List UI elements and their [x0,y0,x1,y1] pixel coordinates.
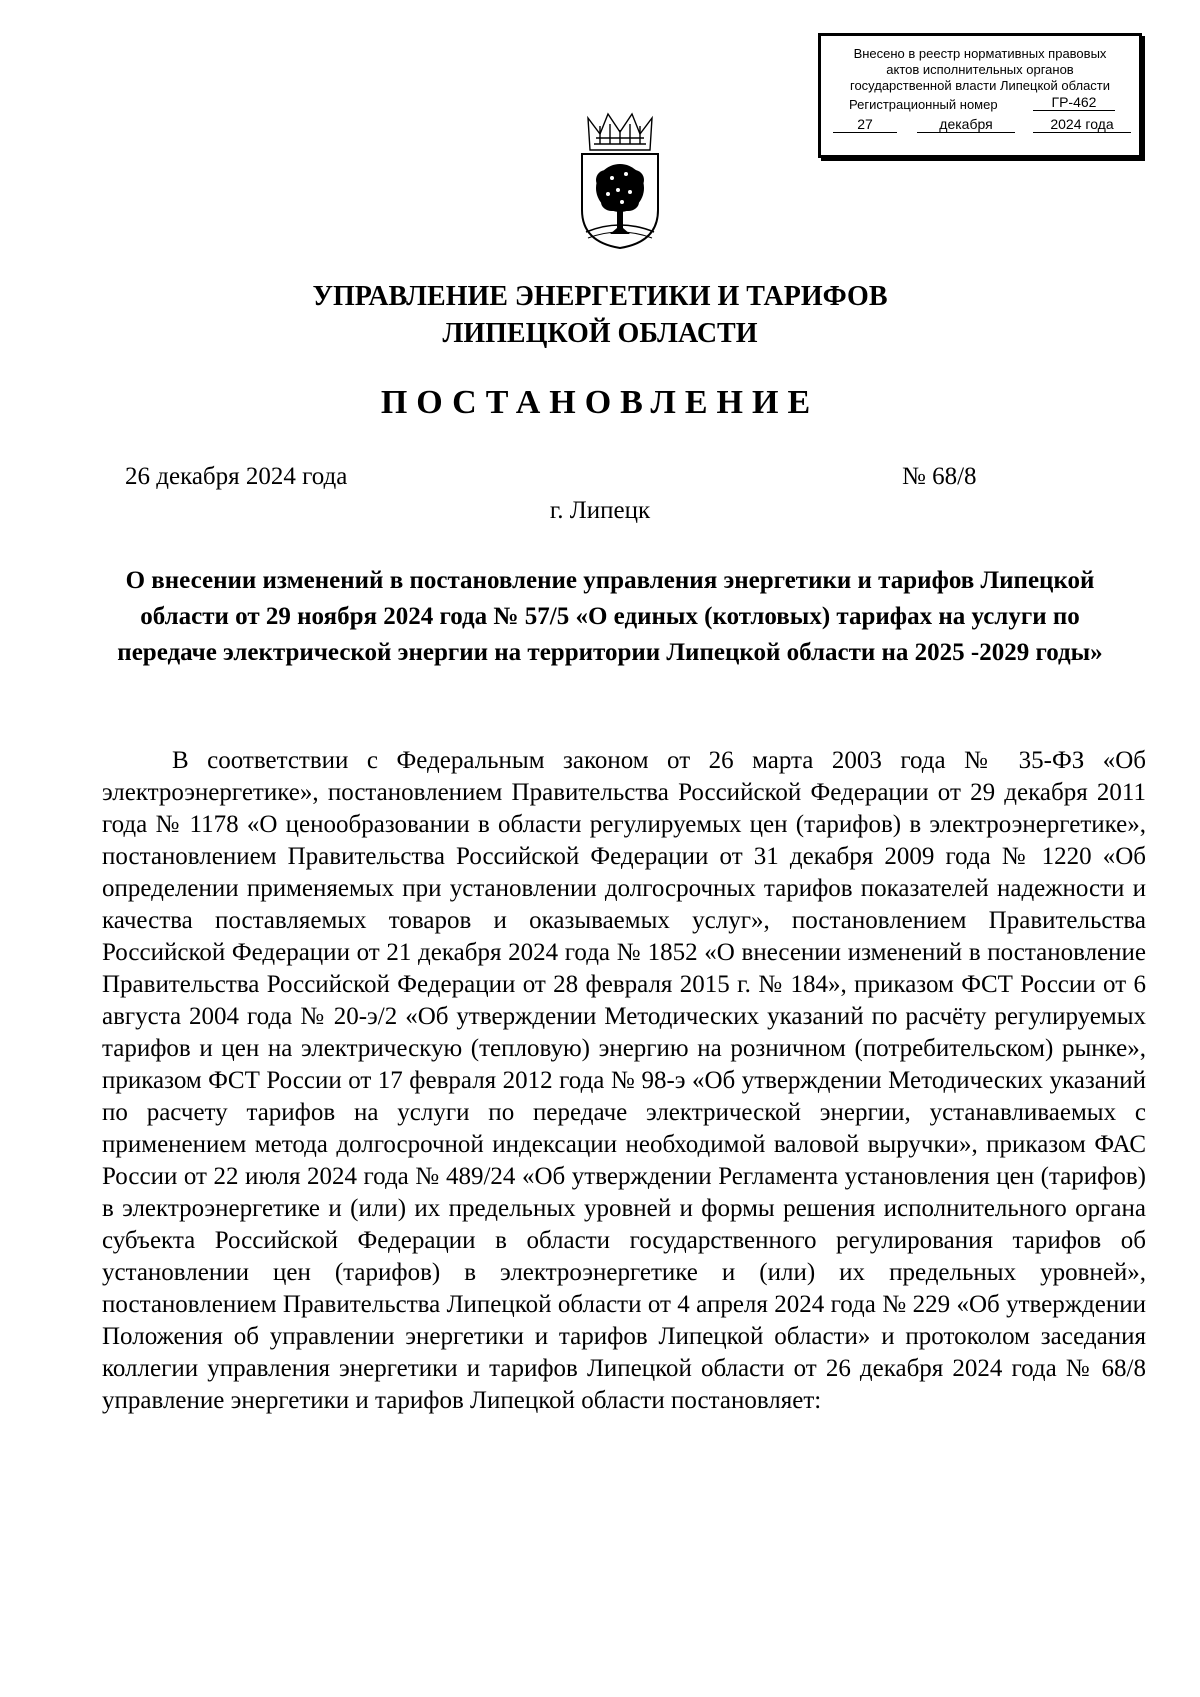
stamp-line-2: актов исполнительных органов [886,62,1074,77]
stamp-month: декабря [917,116,1015,133]
stamp-reg-row [821,94,1139,116]
organization-name [0,278,1200,352]
coat-of-arms-emblem [570,110,670,250]
document-type: ПОСТАНОВЛЕНИЕ [380,384,820,421]
stamp-date-row [821,116,1139,136]
stamp-day: 27 [833,116,897,133]
stamp-reg-number: ГР-462 [1033,94,1115,111]
stamp-line-3: государственной власти Липецкой области [849,78,1111,93]
document-date: 26 декабря 2024 года [125,463,348,490]
org-line-2: ЛИПЕЦКОЙ ОБЛАСТИ [442,318,758,349]
document-number: № 68/8 [902,463,977,490]
document-city: г. Липецк [549,497,651,524]
stamp-reg-label: Регистрационный номер [849,97,998,112]
stamp-year: 2024 года [1033,116,1131,133]
document-title: О внесении изменений в постановление управления энергетики и тарифов Липецкой области от 29 ноября 2024 года № 57/5 «О единых (котловых) тарифах на услуги по передаче электрической энергии на территории Липецкой области на 2025 -2029 годы» [117,567,1103,666]
registry-stamp [818,33,1142,158]
stamp-line-1: Внесено в реестр нормативных правовых [853,46,1107,61]
org-line-1: УПРАВЛЕНИЕ ЭНЕРГЕТИКИ И ТАРИФОВ [312,281,888,312]
body-paragraph: В соответствии с Федеральным законом от 26 марта 2003 года № 35-ФЗ «Об электроэнергетике», постановлением Правительства Российской Федерации от 29 декабря 2011 года № 1178 «О ценообразовании в области регулируемых цен (тарифов) в электроэнергетике», постановлением Правительства Российской Федерации от 31 декабря 2009 года № 1220 «Об определении применяемых при установлении долгосрочных тарифов показателей надежности и качества поставляемых товаров и оказываемых услуг», постановлением Правительства Российской Федерации от 21 декабря 2024 года № 1852 «О внесении изменений в постановление Правительства Российской Федерации от 28 февраля 2015 г. № 184», приказом ФСТ России от 6 августа 2004 года № 20-э/2 «Об утверждении Методических указаний по расчёту регулируемых тарифов и цен на электрическую (тепловую) энергию на розничном (потребительском) рынке», приказом ФСТ России от 17 февраля 2012 года № 98-э «Об утверждении Методических указаний по расчету тарифов на услуги по передаче электрической энергии, устанавливаемых с применением метода долгосрочной индексации необходимой валовой выручки», приказом ФАС России от 22 июля 2024 года № 489/24 «Об утверждении Регламента установления цен (тарифов) в электроэнергетике и (или) их предельных уровней и формы решения исполнительного органа субъекта Российской Федерации в области государственного регулирования тарифов об установлении цен (тарифов) в электроэнергетике и (или) их предельных уровней», постановлением Правительства Липецкой области от 4 апреля 2024 года № 229 «Об утверждении Положения об управлении энергетики и тарифов Липецкой области» и протоколом заседания коллегии управления энергетики и тарифов Липецкой области от 26 декабря 2024 года № 68/8 управление энергетики и тарифов Липецкой области постановляет: [102,747,1146,1414]
